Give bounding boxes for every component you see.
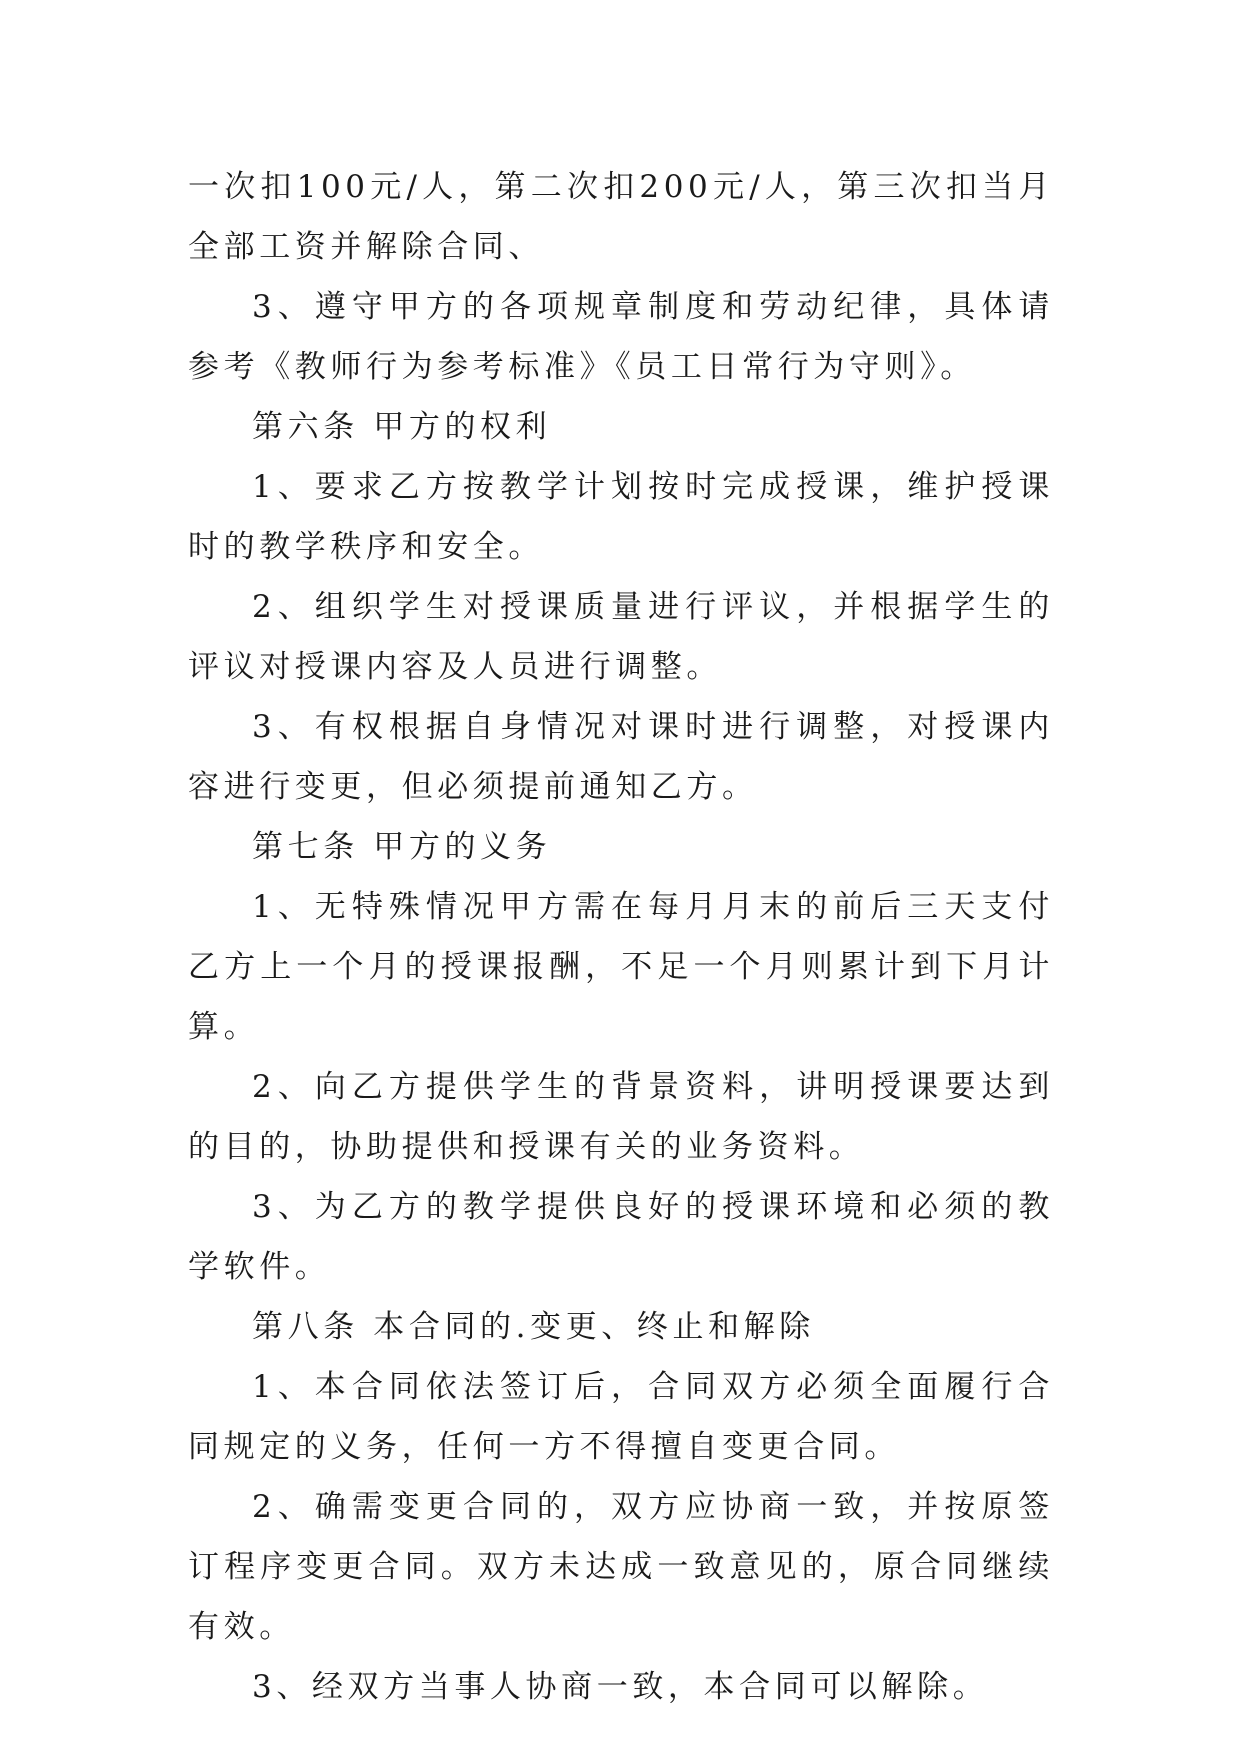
article-8-heading: 第八条 本合同的.变更、终止和解除 [252,1309,815,1345]
paragraph-article-7-item-1: 1、无特殊情况甲方需在每月月末的前后三天支付乙方上一个月的授课报酬，不足一个月则累计到下月计算。 [188,889,1054,1045]
paragraph-article-8-item-3: 3、经双方当事人协商一致，本合同可以解除。 [252,1669,989,1705]
paragraph-article-6-item-1: 1、要求乙方按教学计划按时完成授课，维护授课时的教学秩序和安全。 [188,469,1054,565]
paragraph-article-6-item-3: 3、有权根据自身情况对课时进行调整，对授课内容进行变更，但必须提前通知乙方。 [188,709,1054,805]
paragraph-article-8-item-2: 2、确需变更合同的，双方应协商一致，并按原签订程序变更合同。双方未达成一致意见的，原合同继续有效。 [188,1489,1054,1645]
paragraph-article-7-item-2: 2、向乙方提供学生的背景资料，讲明授课要达到的目的，协助提供和授课有关的业务资料。 [188,1069,1054,1165]
paragraph-continuation: 一次扣100元/人，第二次扣200元/人，第三次扣当月全部工资并解除合同、 [188,169,1054,265]
paragraph-clause-5-item-3: 3、遵守甲方的各项规章制度和劳动纪律，具体请参考《教师行为参考标准》《员工日常行为守则》。 [188,289,1054,385]
document-body [188,157,1054,1717]
paragraph-article-8-item-1: 1、本合同依法签订后，合同双方必须全面履行合同规定的义务，任何一方不得擅自变更合同。 [188,1369,1054,1465]
article-6-heading: 第六条 甲方的权利 [252,409,552,445]
paragraph-article-6-item-2: 2、组织学生对授课质量进行评议，并根据学生的评议对授课内容及人员进行调整。 [188,589,1054,685]
article-7-heading: 第七条 甲方的义务 [252,829,552,865]
paragraph-article-7-item-3: 3、为乙方的教学提供良好的授课环境和必须的教学软件。 [188,1189,1054,1285]
